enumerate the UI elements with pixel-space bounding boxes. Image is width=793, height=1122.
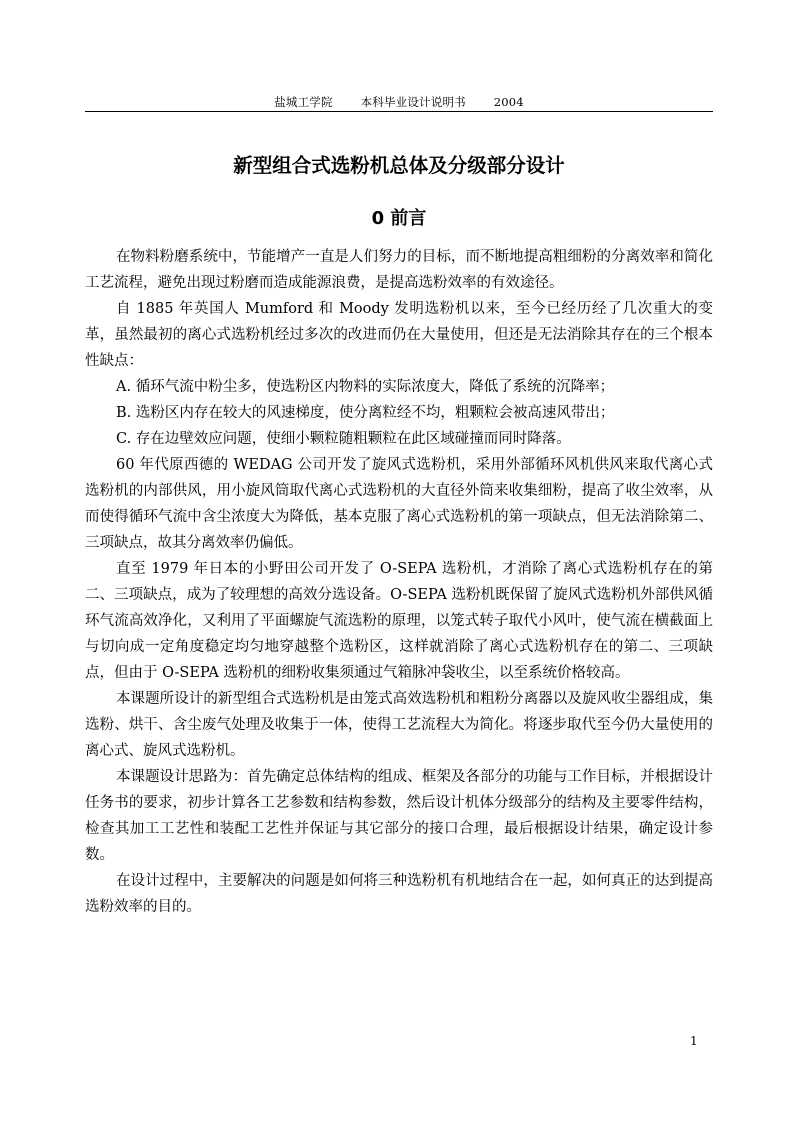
page-number: 1 [690, 1034, 698, 1048]
paragraph: 在物料粉磨系统中，节能增产一直是人们努力的目标，而不断地提高粗细粉的分离效率和简化工艺流程，避免出现过粉磨而造成能源浪费，是提高选粉效率的有效途径。 [85, 249, 713, 291]
paragraph: 直至 1979 年日本的小野田公司开发了 O-SEPA 选粉机，才消除了离心式选粉机存在的第二、三项缺点，成为了较理想的高效分选设备。O-SEPA 选粉机既保留了旋风式选粉机外部供风循环气流高效净化，又利用了平面螺旋气流选粉的原理，以笼式转子取代小风叶，使气流在横截面上与切向成一定角度稳定均匀地穿越整个选粉区，这样就消除了离心式选粉机存在的第二、三项缺点，但由于 O-SEPA 选粉机的细粉收集须通过气箱脉冲袋收尘，以至系统价格较高。 [85, 561, 713, 681]
paragraph: 自 1885 年英国人 Mumford 和 Moody 发明选粉机以来，至今已经历经了几次重大的变革，虽然最初的离心式选粉机经过多次的改进而仍在大量使用，但还是无法消除其存在的三个根本性缺点： [85, 301, 713, 369]
header-school: 盐城工学院 [274, 95, 333, 109]
paragraph: 本课题设计思路为：首先确定总体结构的组成、框架及各部分的功能与工作目标，并根据设计任务书的要求，初步计算各工艺参数和结构参数，然后设计机体分级部分的结构及主要零件结构，检查其加工工艺性和装配工艺性并保证与其它部分的接口合理，最后根据设计结果，确定设计参数。 [85, 769, 713, 863]
header-year: 2004 [493, 95, 524, 109]
header-doc-type: 本科毕业设计说明书 [360, 95, 466, 109]
list-item: A. 循环气流中粉尘多，使选粉区内物料的实际浓度大，降低了系统的沉降率； [116, 379, 615, 395]
body-text [85, 244, 713, 920]
paragraph: 60 年代原西德的 WEDAG 公司开发了旋风式选粉机，采用外部循环风机供风来取代离心式选粉机的内部供风，用小旋风筒取代离心式选粉机的大直径外筒来收集细粉，提高了收尘效率，从而使得循环气流中含尘浓度大为降低，基本克服了离心式选粉机的第一项缺点，但无法消除第二、三项缺点，故其分离效率仍偏低。 [85, 457, 713, 551]
paragraph: 本课题所设计的新型组合式选粉机是由笼式高效选粉机和粗粉分离器以及旋风收尘器组成，集选粉、烘干、含尘废气处理及收集于一体，使得工艺流程大为简化。将逐步取代至今仍大量使用的离心式、旋风式选粉机。 [85, 691, 713, 759]
list-item: C. 存在边壁效应问题，使细小颗粒随粗颗粒在此区域碰撞而同时降落。 [116, 431, 571, 447]
list-item: B. 选粉区内存在较大的风速梯度，使分离粒经不均，粗颗粒会被高速风带出； [116, 405, 615, 421]
header-rule [85, 111, 713, 112]
section-title: 0 前言 [371, 208, 427, 229]
running-header [85, 94, 713, 110]
document-title: 新型组合式选粉机总体及分级部分设计 [233, 154, 565, 177]
paragraph: 在设计过程中，主要解决的问题是如何将三种选粉机有机地结合在一起，如何真正的达到提高选粉效率的目的。 [85, 873, 713, 915]
